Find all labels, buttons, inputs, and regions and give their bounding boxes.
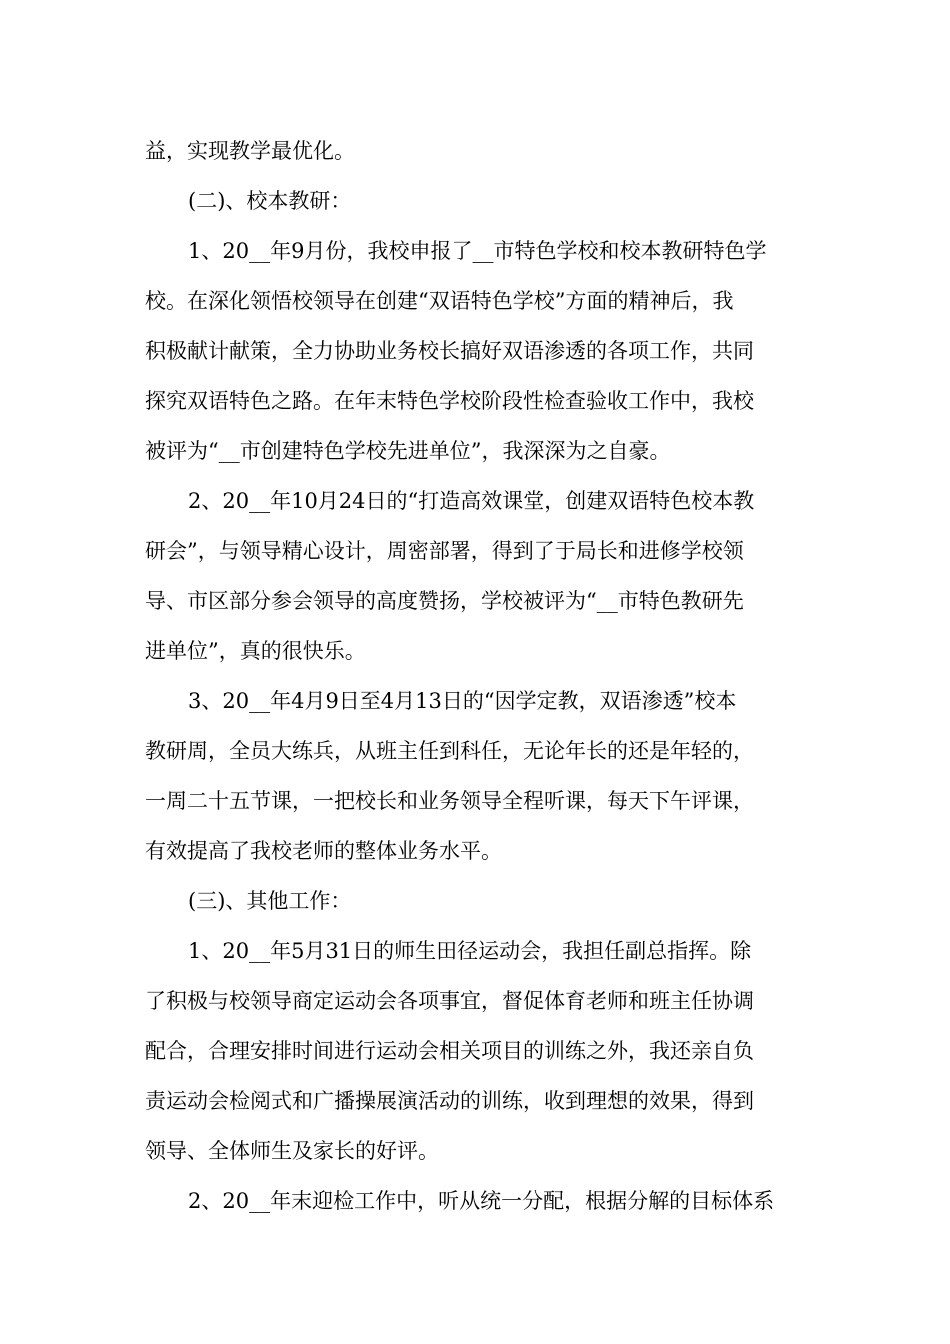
text-line: 进单位”，真的很快乐。	[145, 639, 366, 663]
text-line: 1、20__年5月31日的师生田径运动会，我担任副总指挥。除	[188, 939, 752, 963]
text-line: 导、市区部分参会领导的高度赞扬，学校被评为“__市特色教研先	[145, 589, 744, 613]
text-line: 责运动会检阅式和广播操展演活动的训练，收到理想的效果，得到	[145, 1089, 754, 1113]
text-line: 教研周，全员大练兵，从班主任到科任，无论年长的还是年轻的，	[145, 739, 754, 763]
text-line: 积极献计献策，全力协助业务校长搞好双语渗透的各项工作，共同	[145, 339, 754, 363]
text-line: 3、20__年4月9日至4月13日的“因学定教，双语渗透”校本	[188, 689, 737, 713]
text-line: 被评为“__市创建特色学校先进单位”，我深深为之自豪。	[145, 439, 671, 463]
text-line: 校。在深化领悟校领导在创建“双语特色学校”方面的精神后，我	[145, 289, 734, 313]
section-heading: (三)、其他工作：	[188, 889, 352, 913]
text-line: 2、20__年末迎检工作中，听从统一分配，根据分解的目标体系	[188, 1189, 775, 1213]
text-line: 2、20__年10月24日的“打造高效课堂，创建双语特色校本教	[188, 489, 755, 513]
section-heading: (二)、校本教研：	[188, 189, 352, 213]
text-line: 配合，合理安排时间进行运动会相关项目的训练之外，我还亲自负	[145, 1039, 754, 1063]
text-line: 一周二十五节课，一把校长和业务领导全程听课，每天下午评课，	[145, 789, 754, 813]
text-line: 有效提高了我校老师的整体业务水平。	[145, 839, 502, 863]
text-line: 益，实现教学最优化。	[145, 139, 355, 163]
text-line: 探究双语特色之路。在年末特色学校阶段性检查验收工作中，我校	[145, 389, 754, 413]
text-line: 1、20__年9月份，我校申报了__市特色学校和校本教研特色学	[188, 239, 767, 263]
text-line: 了积极与校领导商定运动会各项事宜，督促体育老师和班主任协调	[145, 989, 754, 1013]
text-line: 研会”，与领导精心设计，周密部署，得到了于局长和进修学校领	[145, 539, 744, 563]
text-line: 领导、全体师生及家长的好评。	[145, 1139, 439, 1163]
